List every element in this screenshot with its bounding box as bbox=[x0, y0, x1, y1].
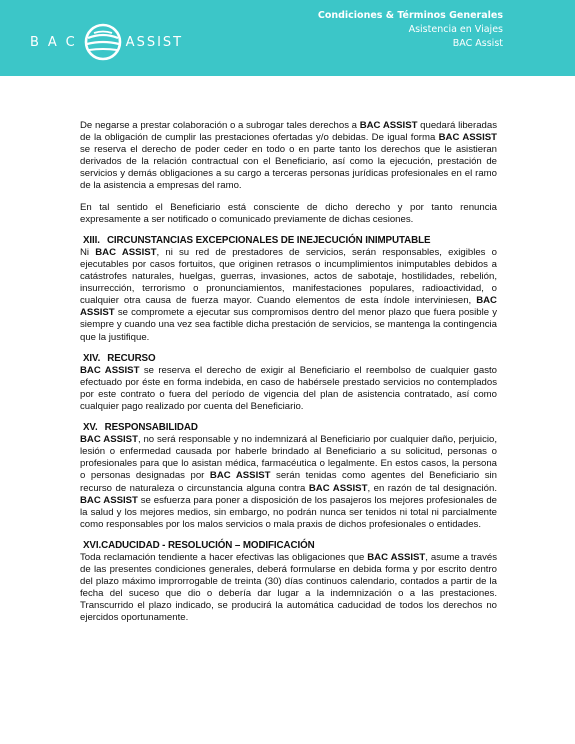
section bbox=[80, 422, 497, 531]
intro-paragraph bbox=[80, 120, 497, 193]
brand-name-text: BAC ASSIST bbox=[95, 246, 157, 258]
body-text-run: se esfuerza para poner a disposición de los pasajeros los mejores profesionales de la salud y los mejores medios, sin embargo, no podrán nunca ser tenidos ni total ni parcialmente como responsables por los malos servicios o mala praxis de dichos profesionales o entidades. bbox=[80, 494, 497, 530]
section-paragraph bbox=[80, 247, 497, 344]
section-heading bbox=[80, 422, 497, 434]
brand-name-text: BAC ASSIST bbox=[80, 364, 140, 376]
intro-paragraph bbox=[80, 202, 497, 226]
header-title-block bbox=[318, 9, 503, 51]
section bbox=[80, 353, 497, 413]
brand-name-text: BAC ASSIST bbox=[359, 120, 418, 131]
globe-icon bbox=[82, 21, 124, 63]
body-text-run: serán tenidas como agentes del Beneficiario sin recurso de naturaleza o circunstancia alguna contra bbox=[80, 470, 498, 494]
section-paragraph bbox=[80, 552, 497, 625]
brand-name-text: BAC ASSIST bbox=[80, 295, 497, 319]
body-text-run: quedará liberadas de la obligación de cumplir las prestaciones ofertadas y/o debidas. De igual forma bbox=[80, 120, 498, 144]
section-heading bbox=[80, 235, 497, 247]
body-text-run: Toda reclamación tendiente a hacer efectivas las obligaciones que bbox=[80, 552, 368, 563]
brand-name-text: BAC ASSIST bbox=[80, 434, 138, 446]
section-number: XIV. bbox=[83, 352, 101, 364]
brand-name-text: BAC ASSIST bbox=[438, 132, 498, 144]
body-text-run: se reserva el derecho de exigir al Beneficiario el reembolso de cualquier gasto efectuado por éste en forma indebida, en caso de habérsele prestado servicios no contemplados por este contrato o fuera del período de vigencia del plan de asistencia contratado, así como cualquier pago realizado por cuenta del Beneficiario. bbox=[80, 364, 497, 412]
body-text-run: , en razón de tal designación. bbox=[367, 482, 497, 494]
section-title: RESPONSABILIDAD bbox=[104, 422, 198, 434]
document-body bbox=[80, 120, 497, 634]
header-brand: BAC Assist bbox=[452, 38, 503, 49]
section-paragraph bbox=[80, 365, 497, 413]
section-heading bbox=[80, 353, 497, 365]
bac-assist-logo bbox=[30, 30, 183, 54]
header-title: Condiciones & Términos Generales bbox=[317, 10, 503, 21]
body-text-run: , no será responsable y no indemnizará al Beneficiario por cualquier daño, perjuicio, lesión o enfermedad causada por haberle brindado al Beneficiario a su solicitud, personas o profesionales para que lo asistan médica, farmacéutica o legalmente. En estos casos, la persona o personas designadas por bbox=[80, 434, 497, 482]
section-number: XV. bbox=[83, 422, 98, 434]
section-number: XVI. bbox=[83, 539, 102, 551]
brand-name-text: BAC ASSIST bbox=[308, 482, 368, 494]
sections-block bbox=[80, 235, 497, 625]
logo-text-bac: BAC bbox=[30, 34, 84, 50]
body-text-run: De negarse a prestar colaboración o a subrogar tales derechos a bbox=[80, 120, 360, 131]
section bbox=[80, 540, 497, 625]
section-heading bbox=[80, 540, 497, 552]
body-text-run: , asume a través de las presentes condiciones generales, deberá formularse en debida forma y por escrito dentro del plazo máximo improrrogable de treinta (30) días continuos calendario, contados a partir de la fecha del suceso que dio o debería dar lugar a la indemnización o a las prestaciones. Transcurrido el plazo indicado, se producirá la automática caducidad de todos los derechos no ejercidos oportunamente. bbox=[80, 552, 498, 624]
section-number: XIII. bbox=[83, 234, 100, 246]
logo-text-assist: ASSIST bbox=[125, 34, 184, 50]
intro-block bbox=[80, 120, 497, 226]
section-title: CIRCUNSTANCIAS EXCEPCIONALES DE INEJECUCIÓN INIMPUTABLE bbox=[106, 234, 431, 246]
section bbox=[80, 235, 497, 344]
body-text-run: , ni su red de prestadores de servicios, serán responsables, exigibles o ejecutables por casos fortuitos, que originen retrasos o incumplimientos inimputables debidos a catástrofes naturales, huelgas, guerras, invasiones, actos de sabotaje, hostilidades, rebelión, insurrección, terrorismo o pronunciamientos, manifestaciones populares, radioactividad, o cualquier otra causa de fuerza mayor. Cuando elementos de esta índole interviniesen, bbox=[80, 246, 497, 307]
section-paragraph bbox=[80, 434, 497, 531]
body-text-run: se reserva el derecho de poder ceder en todo o en parte tanto los derechos que le asistieran derivados de la relación contractual con el Beneficiario, así como la ejecución, prestación de servicios y demás obligaciones a su cargo a terceras personas jurídicas profesionales en el ramo de la asistencia a empresas del ramo. bbox=[80, 144, 497, 192]
header-band bbox=[0, 0, 575, 76]
brand-name-text: BAC ASSIST bbox=[80, 494, 138, 506]
body-text-run: se compromete a ejecutar sus compromisos dentro del menor plazo que fuera posible y siempre y cuando una vez sea factible dicha prestación de servicios, se mantenga la contingencia que la justifique. bbox=[80, 307, 497, 343]
section-title: CADUCIDAD - RESOLUCIÓN – MODIFICACIÓN bbox=[101, 539, 315, 551]
body-text-run: En tal sentido el Beneficiario está consciente de dicho derecho y por tanto renuncia expresamente a ser notificado o comunicado previamente de dichas cesiones. bbox=[80, 201, 497, 225]
section-title: RECURSO bbox=[107, 352, 156, 364]
brand-name-text: BAC ASSIST bbox=[367, 552, 426, 563]
body-text-run: Ni bbox=[80, 246, 96, 258]
header-subtitle: Asistencia en Viajes bbox=[408, 24, 503, 35]
brand-name-text: BAC ASSIST bbox=[209, 470, 271, 482]
